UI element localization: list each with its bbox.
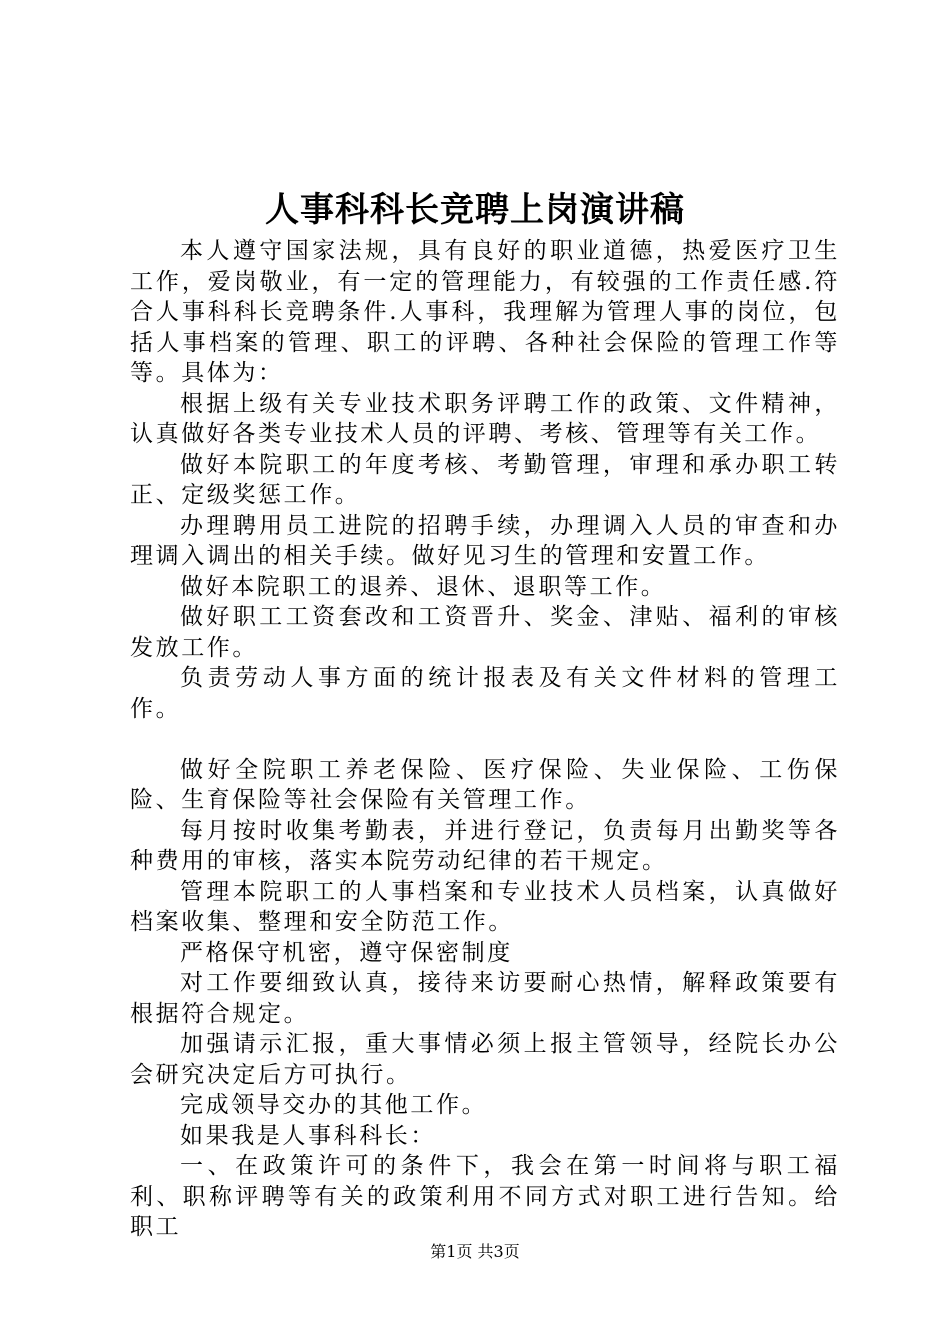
paragraph: 负责劳动人事方面的统计报表及有关文件材料的管理工作。: [130, 665, 840, 722]
paragraph: 加强请示汇报，重大事情必须上报主管领导，经院长办公会研究决定后方可执行。: [130, 1031, 840, 1088]
paragraph: 每月按时收集考勤表，并进行登记，负责每月出勤奖等各种费用的审核，落实本院劳动纪律的若干规定。: [130, 817, 840, 874]
paragraph: 本人遵守国家法规，具有良好的职业道德，热爱医疗卫生工作，爱岗敬业，有一定的管理能力，有较强的工作责任感.符合人事科科长竞聘条件.人事科，我理解为管理人事的岗位，包括人事档案的管理、职工的评聘、各种社会保险的管理工作等等。具体为：: [130, 238, 840, 386]
blank-line: [130, 724, 840, 755]
paragraph: 严格保守机密，遵守保密制度: [180, 939, 513, 966]
paragraph: 办理聘用员工进院的招聘手续，办理调入人员的审查和办理调入调出的相关手续。做好见习生的管理和安置工作。: [130, 512, 840, 569]
paragraph: 管理本院职工的人事档案和专业技术人员档案，认真做好档案收集、整理和安全防范工作。: [130, 878, 840, 935]
paragraph: 如果我是人事科科长：: [180, 1122, 436, 1149]
paragraph: 做好职工工资套改和工资晋升、奖金、津贴、福利的审核发放工作。: [130, 604, 840, 661]
paragraph: 完成领导交办的其他工作。: [180, 1092, 488, 1118]
paragraph: 一、在政策许可的条件下，我会在第一时间将与职工福利、职称评聘等有关的政策利用不同方式对职工进行告知。给职工: [130, 1153, 840, 1240]
paragraph: 对工作要细致认真，接待来访要耐心热情，解释政策要有根据符合规定。: [130, 970, 840, 1027]
paragraph: 做好本院职工的退养、退休、退职等工作。: [180, 573, 667, 600]
document-body: [130, 236, 840, 1243]
paragraph: 做好本院职工的年度考核、考勤管理，审理和承办职工转正、定级奖惩工作。: [130, 451, 840, 508]
paragraph: 做好全院职工养老保险、医疗保险、失业保险、工伤保险、生育保险等社会保险有关管理工作。: [130, 756, 840, 813]
page-number-footer: 第1页 共3页: [430, 1242, 520, 1261]
paragraph: 根据上级有关专业技术职务评聘工作的政策、文件精神，认真做好各类专业技术人员的评聘、考核、管理等有关工作。: [130, 390, 840, 447]
document-title: 人事科科长竞聘上岗演讲稿: [265, 190, 685, 230]
